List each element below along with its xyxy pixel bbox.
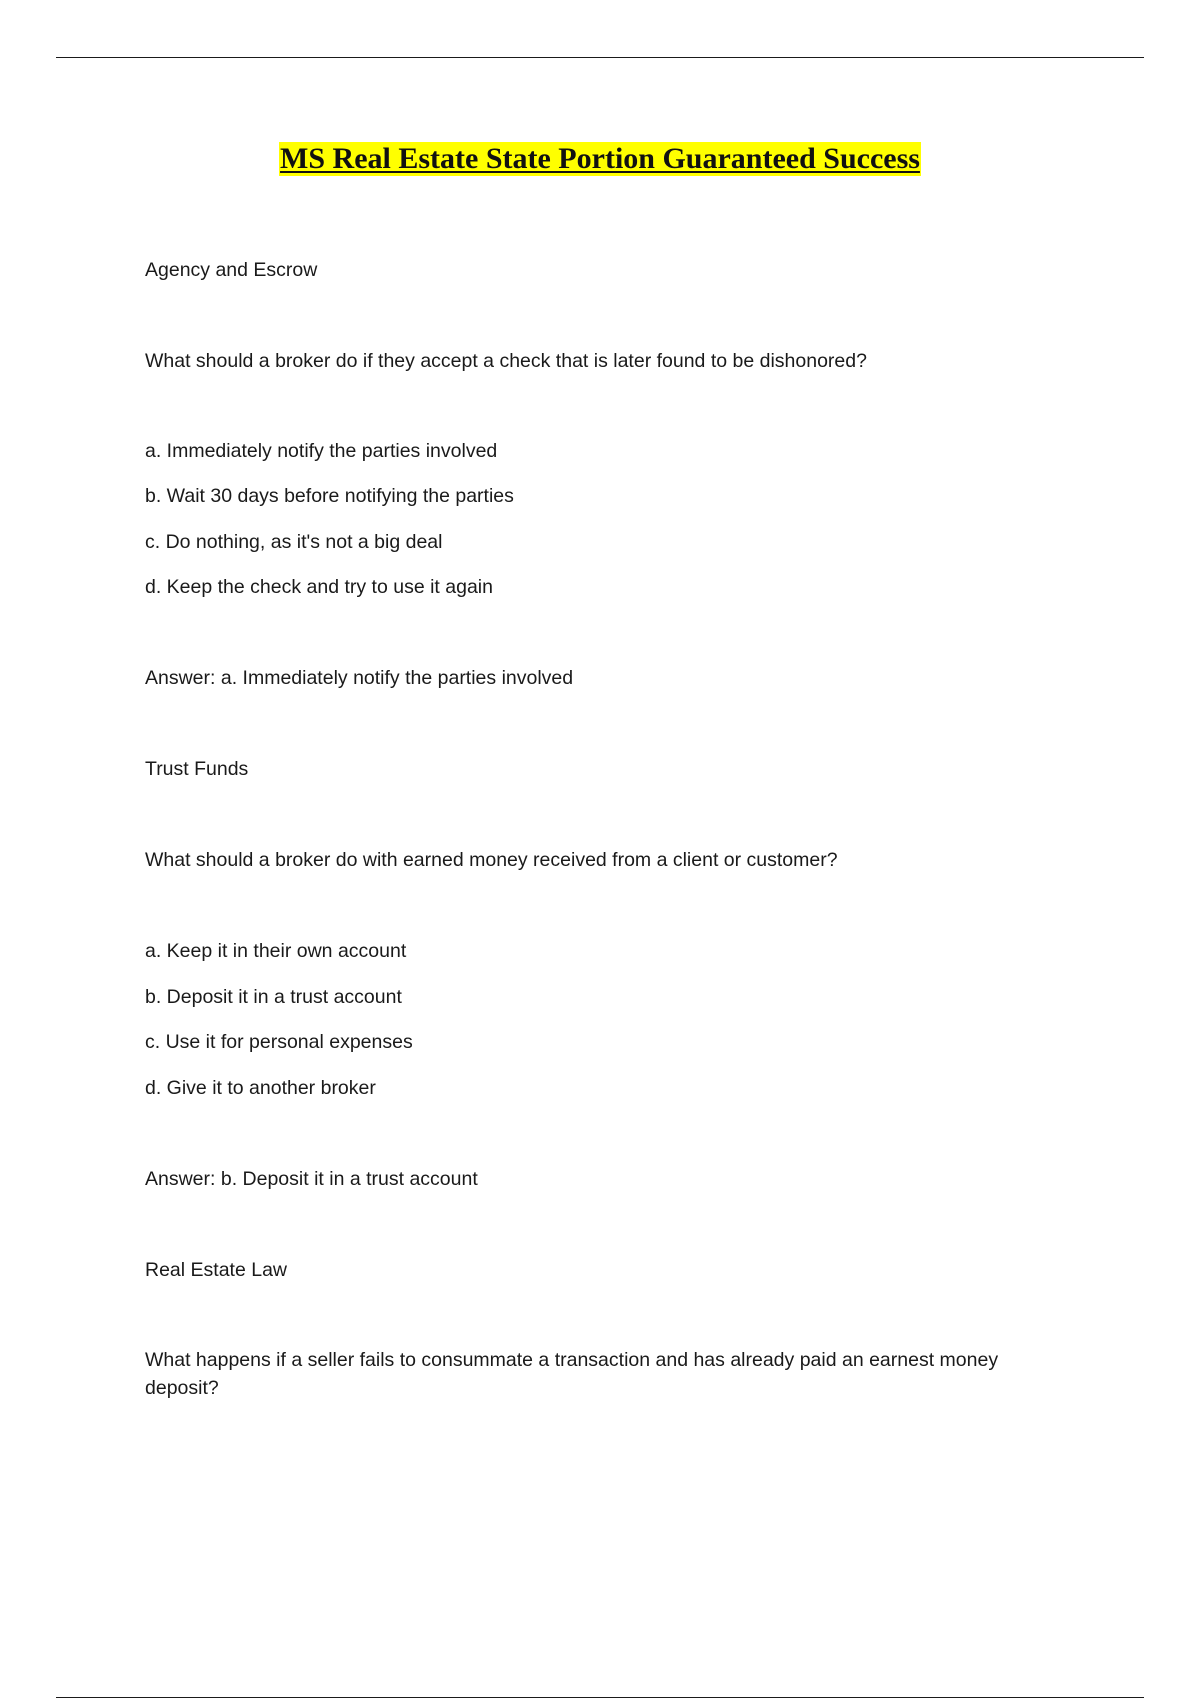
question-2-answer: Answer: b. Deposit it in a trust account (145, 1168, 478, 1190)
question-2: What should a broker do with earned money received from a client or customer? (145, 849, 838, 871)
question-2-option-b: b. Deposit it in a trust account (145, 986, 402, 1008)
question-1-option-d: d. Keep the check and try to use it again (145, 576, 493, 598)
question-1-answer: Answer: a. Immediately notify the parties involved (145, 667, 574, 689)
footer-rule (56, 1697, 1144, 1698)
question-3: What happens if a seller fails to consummate a transaction and has already paid an earnest money deposit? (145, 1349, 999, 1399)
question-2-option-a: a. Keep it in their own account (145, 940, 407, 962)
section-heading-real-estate-law: Real Estate Law (145, 1259, 287, 1281)
question-1: What should a broker do if they accept a check that is later found to be dishonored? (145, 350, 867, 372)
section-heading-agency-escrow: Agency and Escrow (145, 259, 318, 281)
page-title: MS Real Estate State Portion Guaranteed Success (280, 142, 920, 175)
question-2-option-d: d. Give it to another broker (145, 1077, 376, 1099)
question-1-option-b: b. Wait 30 days before notifying the parties (145, 485, 514, 507)
header-rule (56, 57, 1144, 58)
section-heading-trust-funds: Trust Funds (145, 758, 249, 780)
question-2-option-c: c. Use it for personal expenses (145, 1031, 413, 1053)
title-container (0, 142, 1200, 176)
question-1-option-c: c. Do nothing, as it's not a big deal (145, 531, 443, 553)
question-1-option-a: a. Immediately notify the parties involved (145, 440, 498, 462)
